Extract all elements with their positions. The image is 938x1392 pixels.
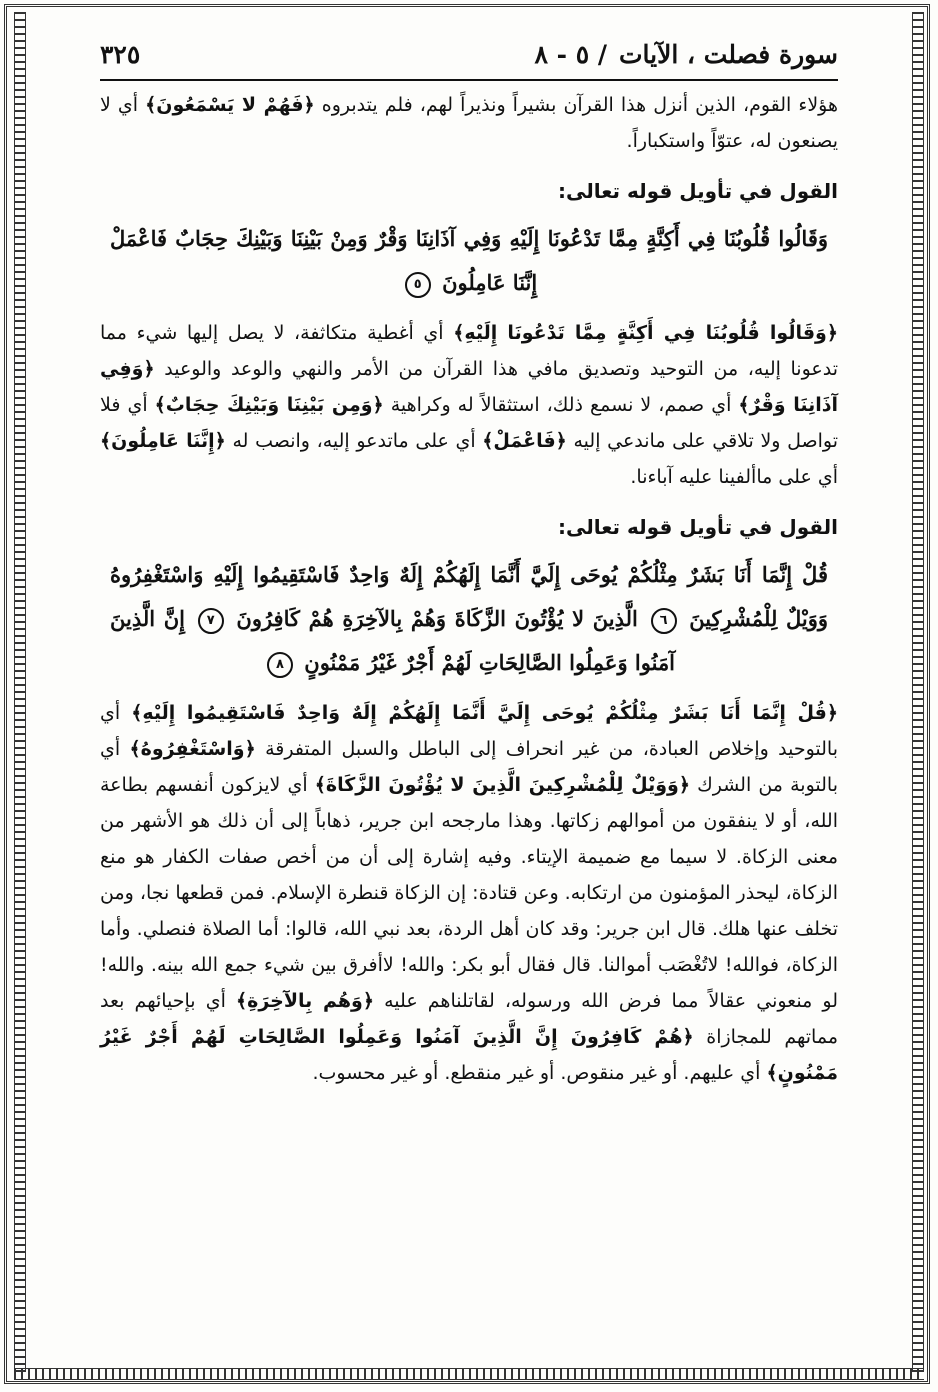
quran-quote: ﴿فَهُمْ لا يَسْمَعُونَ﴾ xyxy=(145,94,315,116)
verse-block-5 xyxy=(110,217,828,305)
paragraph-2 xyxy=(100,315,838,495)
quran-quote: ﴿وَقَالُوا قُلُوبُنَا فِي أَكِنَّةٍ مِمَّا تَدْعُونَا إِلَيْهِ﴾ xyxy=(453,322,838,344)
ayah-number-marker: ٦ xyxy=(651,608,677,634)
page-header xyxy=(100,40,838,81)
ayah-number-marker: ٥ xyxy=(405,272,431,298)
border-ornament-bottom xyxy=(14,1368,924,1380)
page-body xyxy=(100,87,838,1091)
paragraph-text: أي بإحيائهم بعد مماتهم للمجازاة xyxy=(100,990,838,1048)
ayah-range: / ٥ - ٨ xyxy=(534,40,608,69)
quran-quote: ﴿وَوَيْلٌ لِلْمُشْرِكِينَ الَّذِينَ لا يُؤْتُونَ الزَّكَاةَ﴾ xyxy=(314,774,690,796)
paragraph-text: أي أغطية متكاثفة، لا يصل إليها شيء مما تدعونا إليه، من التوحيد وتصديق مافي هذا القرآن من الأمر والنهي والوعد والوعيد xyxy=(100,322,838,380)
paragraph-1 xyxy=(100,87,838,159)
quran-quote: ﴿فَاعْمَلْ﴾ xyxy=(482,430,567,452)
paragraph-text: أي على ماألفينا عليه آباءنا. xyxy=(630,466,838,488)
border-ornament-right xyxy=(912,12,924,1372)
section-heading-2: القول في تأويل قوله تعالى: xyxy=(558,515,838,539)
verse-text: قُلْ إِنَّمَا أَنَا بَشَرٌ مِثْلُكُمْ يُوحَى إِلَيَّ أَنَّمَا إِلَهُكُمْ إِلَهٌ وَاحِدٌ فَاسْتَقِيمُوا إِلَيْهِ وَاسْتَغْفِرُوهُ وَوَيْلٌ لِلْمُشْرِكِينَ xyxy=(110,562,829,631)
quran-quote: ﴿وَفِي آذَانِنَا وَقْرٌ﴾ xyxy=(100,358,838,416)
quran-quote: ﴿وَاسْتَغْفِرُوهُ﴾ xyxy=(129,738,256,760)
section-heading-1: القول في تأويل قوله تعالى: xyxy=(558,179,838,203)
verse-text: وَقَالُوا قُلُوبُنَا فِي أَكِنَّةٍ مِمَّا تَدْعُونَا إِلَيْهِ وَفِي آذَانِنَا وَقْرٌ وَمِنْ بَيْنِنَا وَبَيْنِكَ حِجَابٌ فَاعْمَلْ إِنَّنَا عَامِلُونَ xyxy=(110,226,828,295)
border-ornament-left xyxy=(14,12,26,1372)
paragraph-text: أي فلا تواصل ولا تلاقي على ماندعي إليه xyxy=(100,394,839,452)
quran-quote: ﴿إِنَّنَا عَامِلُونَ﴾ xyxy=(100,430,226,452)
ayah-number-marker: ٨ xyxy=(267,652,293,678)
paragraph-text: أي لايزكون أنفسهم بطاعة الله، أو لا ينفقون من أموالهم زكاتها. وهذا مارجحه ابن جرير، ذهاباً إلى أن ذلك هو الأشهر من معنى الزكاة. لا سيما مع ضميمة الإيتاء. وفيه إشارة إلى أن من أخص صفات الكفار هو منع الزكاة، ليحذر المؤمنون من ارتكابه. وعن قتادة: إن الزكاة قنطرة الإسلام. فمن قطعها نجا، ومن تخلف عنها هلك. قال ابن جرير: وقد كان أهل الردة، بعد نبي الله، قالوا: أما الصلاة فنصلي. وأما الزكاة، فوالله! لاتُغْصَب أموالنا. قال فقال أبو بكر: والله! لاأفرق بين شيء جمع الله بينه. والله! لو منعوني عقالاً مما فرض الله ورسوله، لقاتلناهم عليه xyxy=(100,774,838,1012)
verse-text: الَّذِينَ لا يُؤْتُونَ الزَّكَاةَ وَهُمْ بِالآخِرَةِ هُمْ كَافِرُونَ xyxy=(236,606,638,631)
header-title-group xyxy=(535,40,839,69)
page-number: ٣٢٥ xyxy=(100,40,141,69)
paragraph-text: أي على ماتدعو إليه، وانصب له xyxy=(232,430,476,452)
paragraph-text: أي بالتوبة من الشرك xyxy=(100,738,838,796)
verse-block-6-8 xyxy=(110,553,828,685)
paragraph-text: أي بالتوحيد وإخلاص العبادة، من غير انحراف إلى الباطل والسبل المتفرقة xyxy=(100,702,839,760)
quran-quote: ﴿هُمْ كَافِرُونَ إِنَّ الَّذِينَ آمَنُوا وَعَمِلُوا الصَّالِحَاتِ لَهُمْ أَجْرٌ غَيْرُ مَمْنُونٍ﴾ xyxy=(100,1026,838,1084)
ayah-number-marker: ٧ xyxy=(198,608,224,634)
verse-text: إِنَّ الَّذِينَ آمَنُوا وَعَمِلُوا الصَّالِحَاتِ لَهُمْ أَجْرٌ غَيْرُ مَمْنُونٍ xyxy=(110,606,676,675)
quran-quote: ﴿وَهُم بِالآخِرَةِ﴾ xyxy=(235,990,374,1012)
paragraph-text: هؤلاء القوم، الذين أنزل هذا القرآن بشيراً ونذيراً لهم، فلم يتدبروه xyxy=(321,94,838,116)
paragraph-text: أي صمم، لا نسمع ذلك، استثقالاً له وكراهية xyxy=(390,394,732,416)
paragraph-3 xyxy=(100,695,838,1091)
paragraph-text: أي لا يصنعون له، عتوّاً واستكباراً. xyxy=(100,94,838,152)
quran-quote: ﴿وَمِن بَيْنِنَا وَبَيْنِكَ حِجَابٌ﴾ xyxy=(154,394,384,416)
surah-title: سورة فصلت ، الآيات xyxy=(619,40,838,69)
page-content xyxy=(100,40,838,1362)
paragraph-text: أي عليهم. أو غير منقوص. أو غير منقطع. أو غير محسوب. xyxy=(312,1062,761,1084)
quran-quote: ﴿قُلْ إِنَّمَا أَنَا بَشَرٌ مِثْلُكُمْ يُوحَى إِلَيَّ أَنَّمَا إِلَهُكُمْ إِلَهٌ وَاحِدٌ فَاسْتَقِيمُوا إِلَيْهِ﴾ xyxy=(131,702,838,724)
